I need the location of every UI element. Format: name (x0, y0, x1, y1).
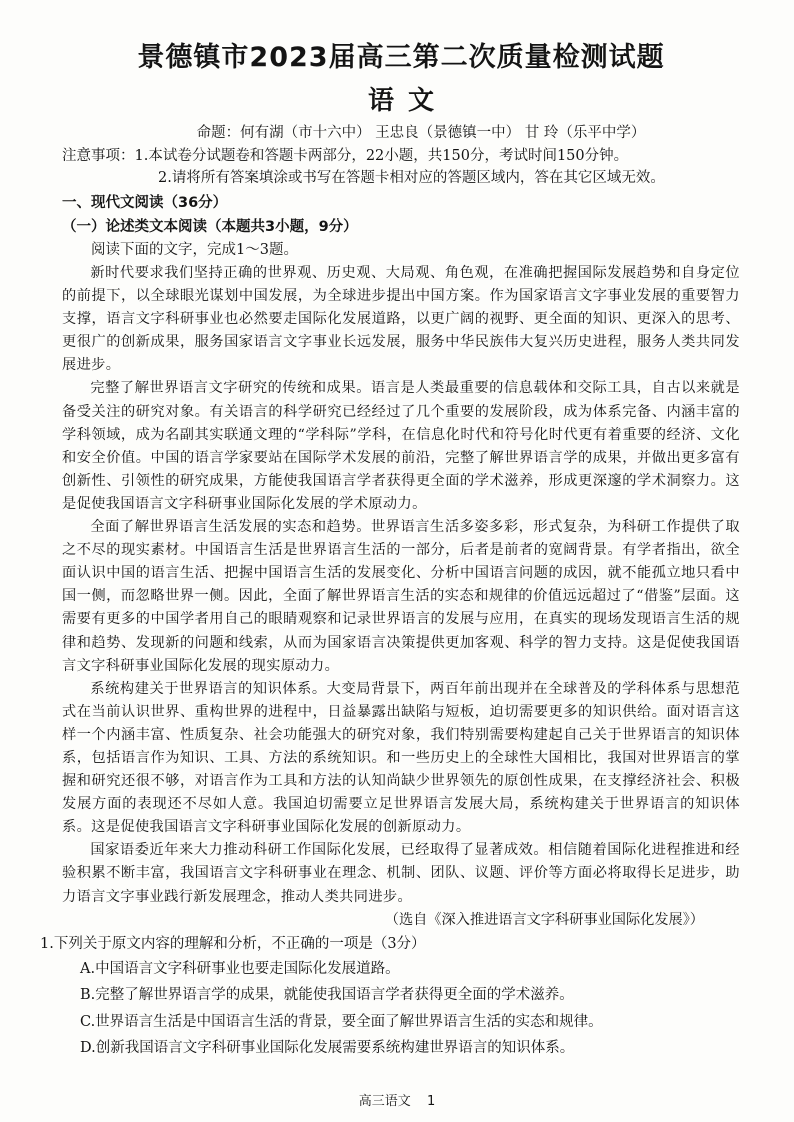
notice-line-1: 注意事项：1.本试卷分试题卷和答题卡两部分，22小题，共150分，考试时间150分钟。 (62, 148, 629, 164)
section-heading: 一、现代文阅读（36分） (62, 195, 228, 211)
question-1-stem: 1.下列关于原文内容的理解和分析，不正确的一项是（3分） (40, 935, 426, 952)
passage-paragraph: 全面了解世界语言生活发展的实态和趋势。世界语言生活多姿多彩，形式复杂，为科研工作提供了取之不尽的现实素材。中国语言生活是世界语言生活的一部分，后者是前者的宽阔背景。有学者指出，欲全面认识中国的语言生活、把握中国语言生活的发展变化、分析中国语言问题的成因，就不能孤立地只看中国一侧，而忽略世界一侧。因此，全面了解世界语言生活的实态和规律的价值远远超过了“借鉴”层面。这需要有更多的中国学者用自己的眼睛观察和记录世界语言的发展与应用，在真实的现场发现语言生活的规律和趋势、发现新的问题和线索，从而为国家语言决策提供更加客观、科学的智力支持。这是促使我国语言文字科研事业国际化发展的现实原动力。 (62, 519, 740, 674)
notice-block (62, 145, 740, 189)
passage-source: （选自《深入推进语言文字科研事业国际化发展》） (384, 911, 704, 928)
passage-paragraph: 系统构建关于世界语言的知识体系。大变局背景下，两百年前出现并在全球普及的学科体系与思想范式在当前认识世界、重构世界的进程中，日益暴露出缺陷与短板，迫切需要更多的知识供给。面对语言这样一个内涵丰富、性质复杂、社会功能强大的研究对象，我们特别需要构建起自己关于世界语言的知识体系，包括语言作为知识、工具、方法的系统知识。和一些历史上的全球性大国相比，我国对世界语言的掌握和研究还很不够，对语言作为工具和方法的认知尚缺少世界领先的原创性成果，在支撑经济社会、积极发展方面的表现还不尽如人意。我国迫切需要立足世界语言发展大局，系统构建关于世界语言的知识体系。这是促使我国语言文字科研事业国际化发展的创新原动力。 (62, 680, 740, 836)
authors-line: 命题：何有湖（市十六中） 王忠良（景德镇一中） 甘 玲（乐平中学） (196, 125, 646, 141)
subject-title: 语文 (367, 86, 448, 116)
page-number: 1 (426, 1094, 436, 1109)
option-b: B.完整了解世界语言学的成果，就能使我国语言学者获得更全面的学术滋养。 (80, 987, 574, 1004)
passage-paragraph: 国家语委近年来大力推动科研工作国际化发展，已经取得了显著成效。相信随着国际化进程推进和经验积累不断丰富，我国语言文字科研事业在理念、机制、团队、议题、评价等方面必将取得长足进步，助力语言文字事业践行新发展理念，推动人类共同进步。 (62, 842, 740, 905)
exam-title: 景德镇市2023届高三第二次质量检测试题 (137, 42, 665, 73)
footer-label: 高三语文 (358, 1094, 411, 1109)
passage-paragraph: 完整了解世界语言文字研究的传统和成果。语言是人类最重要的信息载体和交际工具，自古以来就是备受关注的研究对象。有关语言的科学研究已经经过了几个重要的发展阶段，成为体系完备、内涵丰富的学科领域，成为名副其实联通文理的“学科际”学科，在信息化时代和符号化时代更有着重要的经济、文化和安全价值。中国的语言学家要站在国际学术发展的前沿，完整了解世界语言学的成果，并做出更多富有创新性、引领性的研究成果，方能使我国语言学者获得更全面的学术滋养，形成更深邃的学术洞察力。这是促使我国语言文字科研事业国际化发展的学术原动力。 (62, 380, 740, 512)
notice-line-2: 2.请将所有答案填涂或书写在答题卡相对应的答题区域内，答在其它区域无效。 (158, 170, 665, 186)
subsection-heading: （一）论述类文本阅读（本题共3小题，9分） (62, 219, 358, 235)
option-c: C.世界语言生活是中国语言生活的背景，要全面了解世界语言生活的实态和规律。 (80, 1013, 603, 1030)
page-footer (0, 1090, 794, 1109)
option-d: D.创新我国语言文字科研事业国际化发展需要系统构建世界语言的知识体系。 (80, 1040, 575, 1057)
option-a: A.中国语言文字科研事业也要走国际化发展道路。 (80, 960, 400, 977)
reading-instruction: 阅读下面的文字，完成1～3题。 (91, 242, 298, 258)
passage-paragraph: 新时代要求我们坚持正确的世界观、历史观、大局观、角色观，在准确把握国际发展趋势和自身定位的前提下，以全球眼光谋划中国发展，为全球进步提出中国方案。作为国家语言文字事业发展的重要智力支撑，语言文字科研事业也必然要走国际化发展道路，以更广阔的视野、更全面的知识、更深入的思考、更很广的创新成果，服务国家语言文字事业长远发展，服务中华民族伟大复兴历史进程，服务人类共同发展进步。 (62, 265, 740, 374)
